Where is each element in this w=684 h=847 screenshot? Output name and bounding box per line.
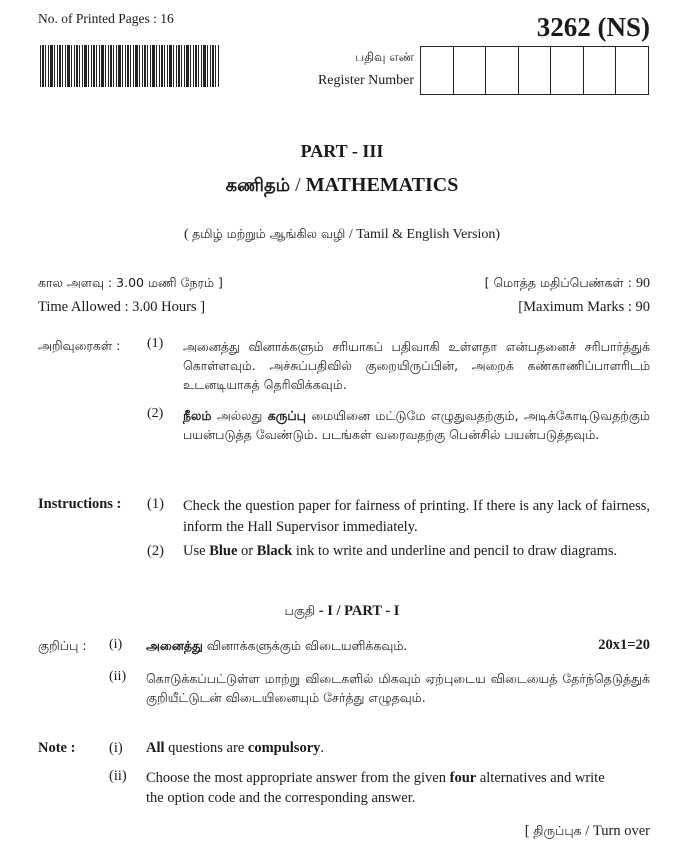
version-line (0, 226, 684, 243)
tamil-note-text (146, 638, 407, 655)
tamil-or-word: அல்லது (211, 408, 268, 423)
period: . (320, 740, 325, 756)
question-paper-code: 3262 (NS) (536, 12, 650, 42)
time-allowed-tamil (38, 275, 223, 292)
english-note-label: Note : (38, 740, 76, 756)
part-one-english: - I / PART - I (315, 603, 400, 619)
register-label-english: Register Number (317, 73, 414, 88)
register-label-tamil: பதிவு எண் (355, 50, 414, 64)
marks-formula: 20x1=20 (598, 637, 650, 653)
time-value-tamil: 3.00 மணி நேரம் ] (116, 275, 223, 290)
version-english: / Tamil & English Version) (345, 227, 501, 242)
turn-over (525, 823, 650, 840)
subject-english: MATHEMATICS (305, 174, 459, 196)
choose-text: Choose the most appropriate answer from the given (146, 770, 450, 786)
subject-tamil: கணிதம் (225, 175, 291, 196)
tamil-note-rest: வினாக்களுக்கும் விடையளிக்கவும். (202, 638, 408, 653)
part-heading: PART - III (300, 141, 384, 161)
blue-word: Blue (209, 543, 238, 559)
register-number-boxes[interactable] (420, 46, 649, 95)
questions-are-word: questions are (164, 740, 248, 756)
tamil-note-number: (i) (109, 637, 123, 652)
tamil-instruction-number: (2) (147, 406, 164, 421)
english-note-number: (i) (109, 740, 123, 756)
register-digit-box[interactable] (453, 47, 486, 94)
barcode (40, 45, 220, 87)
register-digit-box[interactable] (485, 47, 518, 94)
subject-title (0, 174, 684, 198)
max-marks-english: [Maximum Marks : 90 (518, 299, 650, 315)
tamil-note-number: (ii) (109, 669, 127, 684)
tamil-instruction-number: (1) (147, 336, 164, 351)
english-instruction-number: (1) (147, 496, 164, 512)
tamil-instructions-label: அறிவுரைகள் : (38, 338, 121, 353)
marks-value-tamil: 90 (636, 276, 650, 291)
version-tamil: தமிழ் மற்றும் ஆங்கில வழி (192, 226, 346, 241)
compulsory-word: compulsory (247, 740, 321, 756)
choose-rest: alternatives and write the option code and the corresponding answer. (146, 770, 605, 806)
tamil-all-word: அனைத்து (146, 638, 203, 653)
turn-over-english: / Turn over (581, 823, 650, 839)
register-digit-box[interactable] (518, 47, 551, 94)
subject-separator: / (290, 174, 306, 196)
register-digit-box[interactable] (583, 47, 616, 94)
english-note-text (146, 740, 324, 757)
english-instruction-text: Check the question paper for fairness of printing. If there is any lack of fairness, inform the Hall Supervisor immediately. (183, 498, 650, 535)
or-word: or (237, 543, 257, 559)
register-digit-box[interactable] (421, 47, 453, 94)
use-word: Use (183, 543, 210, 559)
turn-over-tamil: திருப்புக (533, 823, 582, 838)
register-digit-box[interactable] (550, 47, 583, 94)
register-digit-box[interactable] (615, 47, 648, 94)
all-word: All (146, 740, 165, 756)
tamil-instruction-text (183, 406, 650, 444)
tamil-instruction-rest: மையினை மட்டுமே எழுதுவதற்கும், அடிக்கோடிடுவதற்கும் பயன்படுத்த வேண்டும். படங்கள் வரைவதற்கு பென்சில் பயன்படுத்தவும். (183, 408, 650, 442)
english-note-number: (ii) (109, 768, 127, 784)
tamil-note-label: குறிப்பு : (38, 638, 87, 653)
version-open: ( (183, 227, 193, 242)
tamil-instruction-text: அனைத்து வினாக்களும் சரியாகப் பதிவாகி உள்ளதா என்பதனைச் சரிபார்த்துக் கொள்ளவும். அச்சுப்பதிவில் குறையிருப்பின், அறைக் கண்காணிப்பாளரிடம் உடனடியாகத் தெரிவிக்கவும். (183, 339, 650, 392)
tamil-note-text: கொடுக்கப்பட்டுள்ள மாற்று விடைகளில் மிகவும் ஏற்புடைய விடையைத் தேர்ந்தெடுத்துக் குறியீட்டுடன் விடையினையும் சேர்த்து எழுதவும். (146, 671, 650, 705)
tamil-blue-word: நீலம் (183, 408, 212, 423)
time-allowed-english: Time Allowed : 3.00 Hours ] (38, 299, 206, 315)
english-instruction-text (183, 543, 617, 560)
black-word: Black (256, 543, 293, 559)
four-word: four (449, 770, 477, 786)
instruction-rest: ink to write and underline and pencil to draw diagrams. (292, 543, 618, 559)
english-instruction-number: (2) (147, 543, 164, 559)
printed-pages-count: No. of Printed Pages : 16 (38, 11, 174, 26)
max-marks-tamil (485, 275, 650, 292)
time-label-tamil: கால அளவு : (38, 275, 117, 290)
english-instructions-label: Instructions : (38, 496, 122, 512)
part-one-heading (0, 603, 684, 620)
part-one-tamil: பகுதி (284, 603, 316, 618)
english-note-text (146, 768, 622, 808)
tamil-black-word: கருப்பு (267, 408, 306, 423)
marks-label-tamil: [ மொத்த மதிப்பெண்கள் : (484, 275, 636, 290)
turn-over-bracket: [ (524, 823, 534, 839)
